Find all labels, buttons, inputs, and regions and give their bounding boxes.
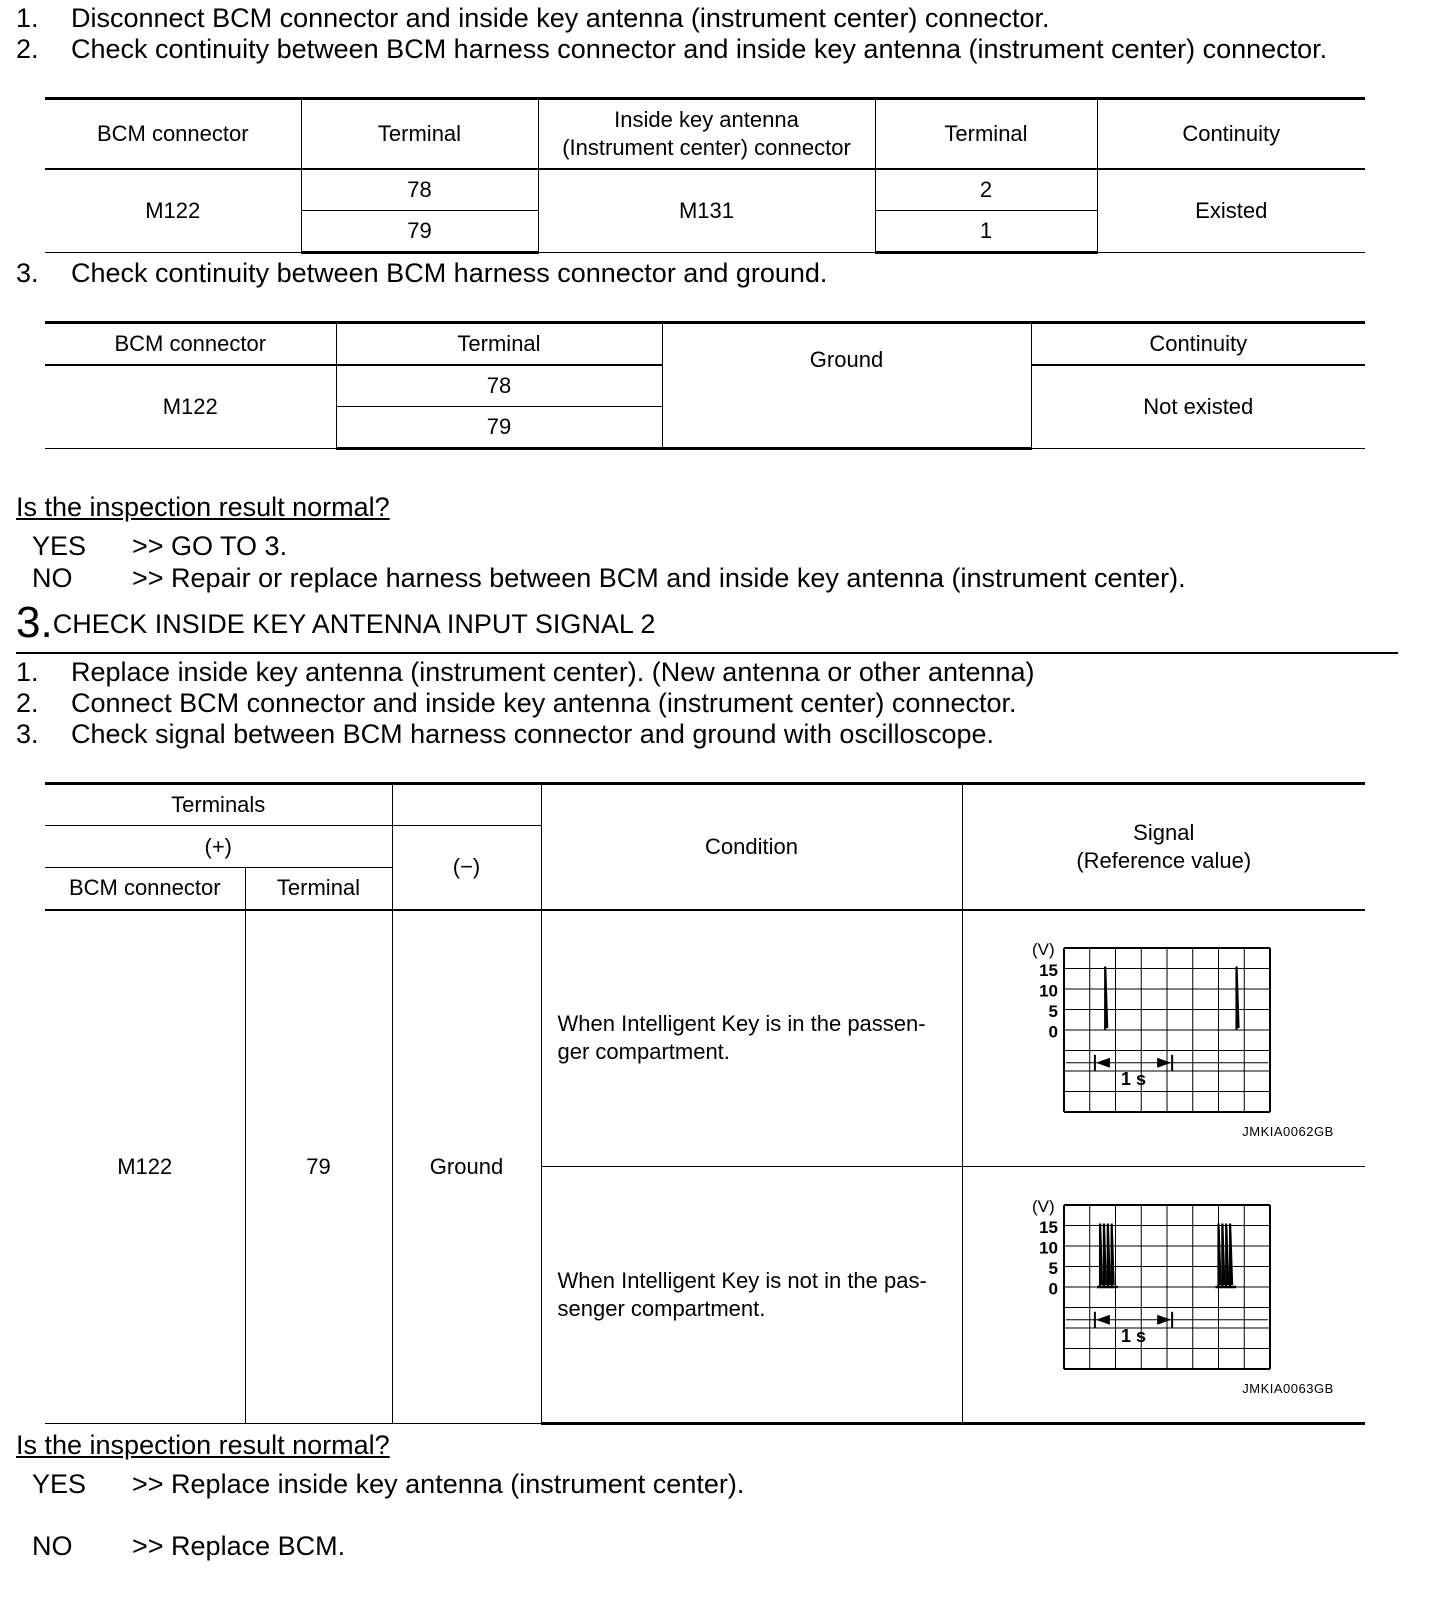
header-plus: (+): [45, 826, 392, 868]
condition-line1: When Intelligent Key is in the passen-: [557, 1011, 926, 1037]
condition-line2: senger compartment.: [557, 1295, 766, 1321]
answer-text: >> Replace inside key antenna (instrument center).: [132, 1469, 745, 1499]
header-bcm-connector: BCM connector: [45, 99, 301, 169]
step-text: Replace inside key antenna (instrument center). (New antenna or other antenna): [71, 657, 1035, 687]
signal-cell: [962, 1167, 1365, 1424]
step-text: Check continuity between BCM harness connector and ground.: [71, 258, 828, 288]
header-signal-line2: (Reference value): [1076, 847, 1252, 873]
terminal-cell: 1: [875, 211, 1097, 253]
image-code: JMKIA0062GB: [1242, 1124, 1334, 1140]
step-2: [16, 687, 1436, 719]
signal-spike: [1105, 967, 1107, 1031]
step-number: 2.: [16, 688, 39, 718]
signal-spike: [1100, 1223, 1102, 1287]
continuity-table-connectors: [45, 97, 1365, 254]
answer-text: >> GO TO 3.: [132, 531, 288, 561]
signal-spike: [1218, 1223, 1220, 1287]
terminal-cell: 2: [875, 169, 1097, 211]
header-antenna-connector: [538, 99, 875, 169]
unit-label: (V): [1031, 940, 1055, 960]
header-terminals: Terminals: [45, 784, 392, 826]
header-terminal: Terminal: [301, 99, 538, 169]
signal-spike: [1104, 1223, 1106, 1287]
signal-spike: [1230, 1223, 1232, 1287]
header-antenna-line2: (Instrument center) connector: [562, 134, 851, 160]
y-tick-label: 0: [1048, 1022, 1058, 1042]
y-tick-label: 0: [1048, 1279, 1058, 1298]
bcm-connector-cell: M122: [45, 169, 301, 253]
y-tick-label: 10: [1038, 981, 1058, 1001]
answer-key: NO: [32, 1531, 73, 1561]
step-3: [16, 718, 1436, 750]
signal-spike: [1111, 1223, 1113, 1287]
ground-cell: Ground: [392, 910, 541, 1424]
signal-spike: [1236, 967, 1238, 1031]
header-condition: Condition: [541, 784, 962, 910]
step-number: 2.: [16, 34, 39, 64]
answer-no: [32, 563, 1332, 595]
answer-yes: [32, 531, 1332, 563]
condition-cell: [541, 910, 962, 1167]
header-terminal: Terminal: [245, 868, 392, 910]
header-signal-line1: Signal: [1133, 819, 1195, 845]
antenna-connector-cell: M131: [538, 169, 875, 253]
inspection-question: Is the inspection result normal?: [16, 492, 390, 522]
continuity-table-ground: [45, 321, 1365, 450]
inspection-question: Is the inspection result normal?: [16, 1430, 390, 1460]
header-antenna-line1: Inside key antenna: [614, 106, 799, 132]
time-label: 1 s: [1120, 1069, 1146, 1090]
section-heading: [16, 598, 655, 648]
oscilloscope-waveform: [964, 920, 1364, 1156]
y-tick-label: 5: [1048, 1002, 1058, 1022]
ground-label: Ground: [809, 346, 884, 372]
terminal-cell: 79: [245, 910, 392, 1424]
condition-line2: ger compartment.: [557, 1039, 730, 1065]
y-tick-label: 15: [1038, 961, 1058, 981]
time-marker-arrow: [1157, 1314, 1171, 1324]
step-2: [16, 33, 1436, 65]
answer-text: >> Replace BCM.: [132, 1531, 346, 1561]
condition-cell: [541, 1167, 962, 1424]
time-marker-arrow: [1096, 1314, 1110, 1324]
step-1: [16, 2, 1436, 34]
terminal-cell: 79: [336, 407, 662, 449]
header-signal: [962, 784, 1365, 910]
unit-label: (V): [1031, 1196, 1055, 1216]
step-number: 3.: [16, 258, 39, 288]
answer-key: YES: [32, 1469, 87, 1499]
header-terminal: Terminal: [875, 99, 1097, 169]
time-marker-arrow: [1096, 1058, 1110, 1068]
step-text: Connect BCM connector and inside key antenna (instrument center) connector.: [71, 688, 1017, 718]
signal-spike: [1226, 1223, 1228, 1287]
y-tick-label: 10: [1038, 1238, 1058, 1257]
header-bcm-connector: BCM connector: [45, 868, 245, 910]
answer-yes: [32, 1469, 1332, 1501]
answer-key: NO: [32, 563, 73, 593]
condition-line1: When Intelligent Key is not in the pas-: [557, 1267, 927, 1293]
header-terminal: Terminal: [336, 323, 662, 365]
header-bcm-connector: BCM connector: [45, 323, 336, 365]
signal-spike: [1108, 1223, 1110, 1287]
signal-spike: [1222, 1223, 1224, 1287]
signal-cell: [962, 910, 1365, 1167]
answer-key: YES: [32, 531, 87, 561]
continuity-cell: Not existed: [1031, 365, 1365, 449]
step-text: Check signal between BCM harness connector and ground with oscilloscope.: [71, 719, 995, 749]
section-title: CHECK INSIDE KEY ANTENNA INPUT SIGNAL 2: [52, 609, 656, 639]
header-continuity: Continuity: [1097, 99, 1365, 169]
step-3: [16, 257, 1436, 289]
bcm-connector-cell: M122: [45, 910, 245, 1424]
step-number: 3.: [16, 719, 39, 749]
section-number: 3.: [16, 598, 53, 647]
step-1: [16, 656, 1436, 688]
header-continuity: Continuity: [1031, 323, 1365, 365]
y-tick-label: 15: [1038, 1217, 1058, 1237]
ground-cell: [662, 323, 1031, 449]
continuity-cell: Existed: [1097, 169, 1365, 253]
terminal-cell: 79: [301, 211, 538, 253]
answer-no: [32, 1531, 1332, 1563]
step-number: 1.: [16, 657, 39, 687]
terminal-cell: 78: [301, 169, 538, 211]
terminal-cell: 78: [336, 365, 662, 407]
section-divider: [16, 652, 1398, 654]
header-minus: (−): [392, 826, 541, 910]
step-text: Disconnect BCM connector and inside key antenna (instrument center) connector.: [71, 3, 1050, 33]
time-marker-arrow: [1157, 1058, 1171, 1068]
step-number: 1.: [16, 3, 39, 33]
oscilloscope-waveform: [964, 1177, 1364, 1413]
answer-text: >> Repair or replace harness between BCM and inside key antenna (instrument center).: [132, 563, 1186, 593]
time-label: 1 s: [1120, 1325, 1146, 1346]
signal-table: [45, 782, 1365, 1425]
step-text: Check continuity between BCM harness connector and inside key antenna (instrument center) connector.: [71, 34, 1328, 64]
y-tick-label: 5: [1048, 1258, 1058, 1278]
bcm-connector-cell: M122: [45, 365, 336, 449]
image-code: JMKIA0063GB: [1242, 1380, 1334, 1396]
